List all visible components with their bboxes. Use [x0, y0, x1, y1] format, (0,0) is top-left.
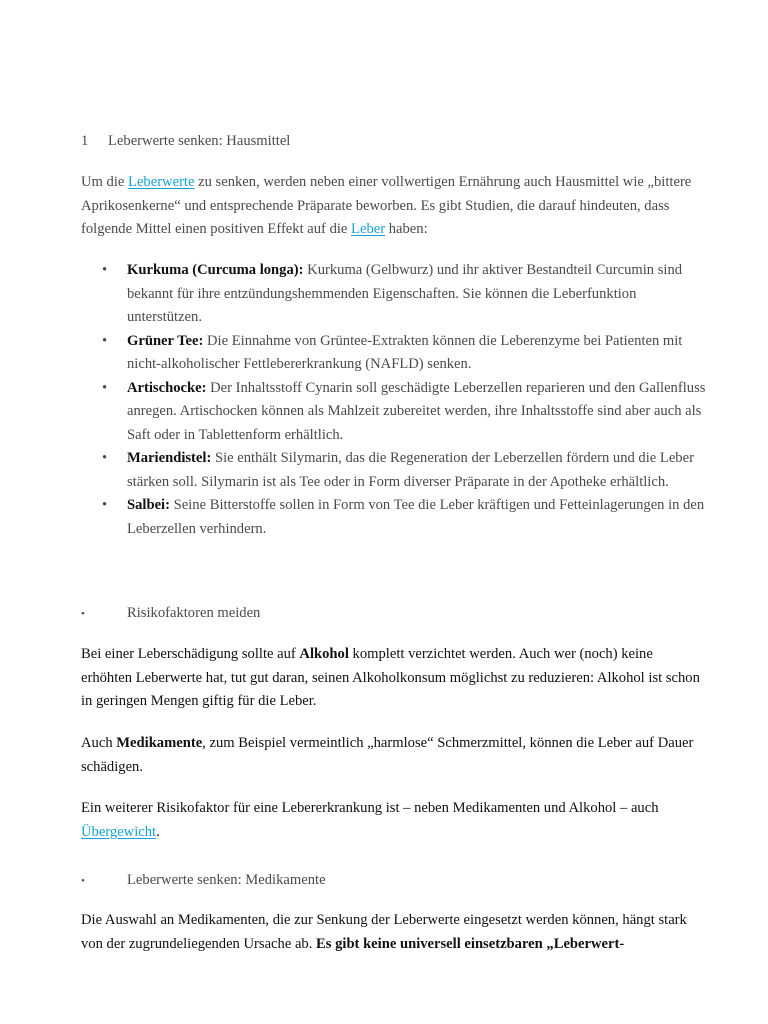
list-item [127, 447, 707, 494]
remedy-name: Salbei: [127, 497, 170, 513]
bullet-icon: • [81, 875, 85, 887]
list-item [127, 377, 707, 448]
drugs-paragraph [81, 909, 706, 956]
remedy-text: Kurkuma (Gelbwurz) und ihr aktiver Bestandteil Curcumin sind bekannt für ihre entzündungshemmenden Eigenschaften. Sie können die Leberfunktion unterstützen. [127, 262, 683, 325]
alcohol-text-1: Bei einer Leberschädigung sollte auf [81, 646, 300, 662]
drugs-bold: Es gibt keine universell einsetzbaren „Leberwert- [316, 935, 625, 952]
bullet-icon: • [81, 608, 85, 620]
risk-text-2: . [156, 823, 160, 840]
remedy-name: Kurkuma (Curcuma longa): [127, 262, 304, 278]
list-item [127, 330, 707, 377]
remedy-text: Sie enthält Silymarin, das die Regeneration der Leberzellen fördern und die Leber stärken soll. Silymarin ist als Tee oder in Form diverser Präparate in der Apotheke erhältlich. [127, 450, 694, 490]
section-title: Risikofaktoren meiden [127, 605, 261, 621]
remedy-name: Grüner Tee: [127, 332, 204, 349]
section-title: Leberwerte senken: Hausmittel [108, 133, 291, 149]
list-item [127, 259, 707, 330]
meds-text-2: , zum Beispiel vermeintlich „harmlose“ Schmerzmittel, können die Leber auf Dauer schädigen. [81, 735, 694, 775]
risk-text-1: Ein weiterer Risikofaktor für eine Lebererkrankung ist – neben Medikamenten und Alkohol – auch [81, 800, 659, 816]
meds-bold: Medikamente [116, 735, 203, 751]
medications-paragraph [81, 732, 706, 779]
remedies-list [127, 259, 707, 541]
remedy-text: Die Einnahme von Grüntee-Extrakten können die Leberenzyme bei Patienten mit nicht-alkoholischer Fettlebererkrankung (NAFLD) senken. [127, 332, 683, 372]
intro-text-1: Um die [81, 174, 129, 190]
intro-text-3: haben: [385, 221, 428, 237]
section-number: 1 [81, 133, 89, 149]
link-uebergewicht[interactable]: Übergewicht [81, 823, 157, 840]
intro-text-2: zu senken, werden neben einer vollwertigen Ernährung auch Hausmittel wie „bittere Aprikosenkerne“ und entsprechende Präparate beworben. Es gibt Studien, die darauf hindeuten, dass folgende Mittel einen positiven Effekt auf die [81, 174, 692, 237]
section-heading-medikamente [81, 869, 326, 894]
link-leber[interactable]: Leber [351, 221, 386, 237]
remedy-text: Der Inhaltsstoff Cynarin soll geschädigte Leberzellen reparieren und den Gallenfluss anregen. Artischocken können als Mahlzeit zubereitet werden, ihre Inhaltsstoffe sind aber auch als Saft oder in Tablettenform erhältlich. [127, 379, 706, 443]
alcohol-text-2: komplett verzichtet werden. Auch wer (noch) keine erhöhten Leberwerte hat, tut gut daran, seinen Alkoholkonsum möglichst zu reduzieren: Alkohol ist schon in geringen Mengen giftig für die Leber. [81, 646, 700, 709]
remedy-text: Seine Bitterstoffe sollen in Form von Tee die Leber kräftigen und Fetteinlagerungen in den Leberzellen verhindern. [127, 497, 705, 537]
meds-text-1: Auch [81, 735, 117, 751]
remedy-name: Mariendistel: [127, 450, 212, 466]
remedy-name: Artischocke: [127, 379, 207, 396]
intro-paragraph [81, 171, 706, 242]
list-item [127, 494, 707, 541]
alcohol-paragraph [81, 643, 706, 714]
link-leberwerte[interactable]: Leberwerte [128, 174, 195, 190]
section-heading-hausmittel [81, 130, 290, 154]
risk-factor-paragraph [81, 797, 706, 844]
drugs-text-1: Die Auswahl an Medikamenten, die zur Senkung der Leberwerte eingesetzt werden können, hängt stark von der zugrundeliegenden Ursache ab. [81, 912, 687, 952]
section-heading-risikofaktoren [81, 602, 260, 627]
section-title: Leberwerte senken: Medikamente [127, 872, 326, 888]
alcohol-bold: Alkohol [299, 646, 349, 662]
